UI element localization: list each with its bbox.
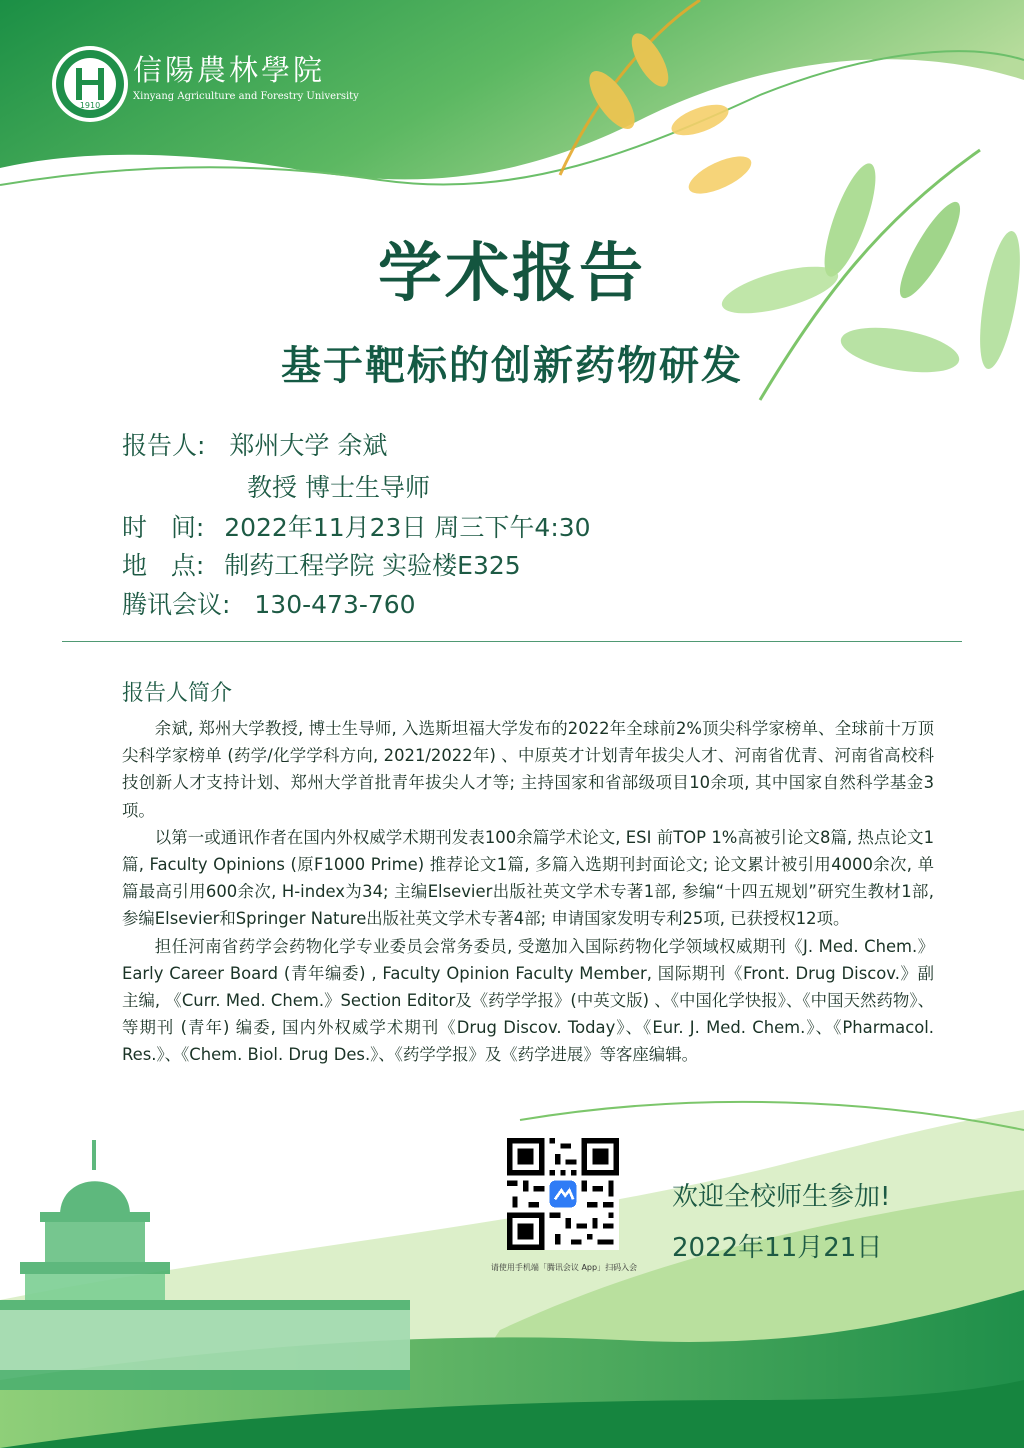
speaker-affiliation: 郑州大学 余斌 <box>229 431 388 460</box>
university-name: 信陽農林學院 <box>133 53 326 87</box>
place-label: 地 点: <box>122 551 205 580</box>
meeting-row <box>122 585 416 621</box>
logo-year: 1910 <box>79 101 101 110</box>
qr-caption: 请使用手机端「腾讯会议 App」扫码入会 <box>490 1263 638 1272</box>
divider <box>62 641 962 642</box>
time-row <box>122 508 591 544</box>
university-logo-icon <box>50 44 130 124</box>
university-name-english: Xinyang Agriculture and Forestry University <box>133 91 359 102</box>
time-label: 时 间: <box>122 513 205 542</box>
bio-paragraph: 余斌, 郑州大学教授, 博士生导师, 入选斯坦福大学发布的2022年全球前2%顶尖科学家榜单、全球前十万顶尖科学家榜单 (药学/化学学科方向, 2021/2022年) 、中原英才计划青年拔尖人才、河南省优青、河南省高校科技创新人才支持计划、郑州大学首批青年拔尖人才等; 主持国家和省部级项目10余项, 其中国家自然科学基金3项。 <box>122 719 934 820</box>
speaker-row <box>122 426 387 462</box>
speaker-title: 教授 博士生导师 <box>247 473 430 502</box>
bio-paragraph: 以第一或通讯作者在国内外权威学术期刊发表100余篇学术论文, ESI 前TOP 1%高被引论文8篇, 热点论文1篇, Faculty Opinions (原F1000 Prime) 推荐论文1篇, 多篇入选期刊封面论文; 论文累计被引用4000余次, 单篇最高引用600余次, H-index为34; 主编Elsevier出版社英文学术专著1部, 参编“十四五规划”研究生教材1部, 参编Elsevier和Springer Nature出版社英文学术专著4部; 申请国家发明专利25项, 已获授权12项。 <box>122 827 934 929</box>
welcome-text: 欢迎全校师生参加! <box>672 1182 891 1212</box>
place-row <box>122 546 521 582</box>
bio-paragraph: 担任河南省药学会药物化学专业委员会常务委员, 受邀加入国际药物化学领域权威期刊《J. Med. Chem.》Early Career Board (青年编委) , Faculty Opinion Faculty Member, 国际期刊《Front. Drug Discov.》副主编, 《Curr. Med. Chem.》Section Editor及《药学学报》(中英文版) 、《中国化学快报》、《中国天然药物》、等期刊 (青年) 编委, 国内外权威学术期刊《Drug Discov. Today》、《Eur. J. Med. Chem.》、《Pharmacol. Res.》、《Chem. Biol. Drug Des.》、《药学学报》及《药学进展》等客座编辑。 <box>122 936 934 1065</box>
meeting-label: 腾讯会议: <box>122 590 231 619</box>
page-title: 学术报告 <box>378 237 646 311</box>
place-value: 制药工程学院 实验楼E325 <box>224 551 521 580</box>
meeting-id: 130-473-760 <box>254 590 416 619</box>
speaker-label: 报告人: <box>122 431 206 460</box>
bio-text <box>122 715 934 1069</box>
report-topic: 基于靶标的创新药物研发 <box>281 343 743 389</box>
meeting-qr-code[interactable] <box>507 1138 619 1250</box>
issue-date: 2022年11月21日 <box>672 1233 883 1263</box>
bio-heading: 报告人简介 <box>122 681 233 706</box>
time-value: 2022年11月23日 周三下午4:30 <box>224 513 591 542</box>
